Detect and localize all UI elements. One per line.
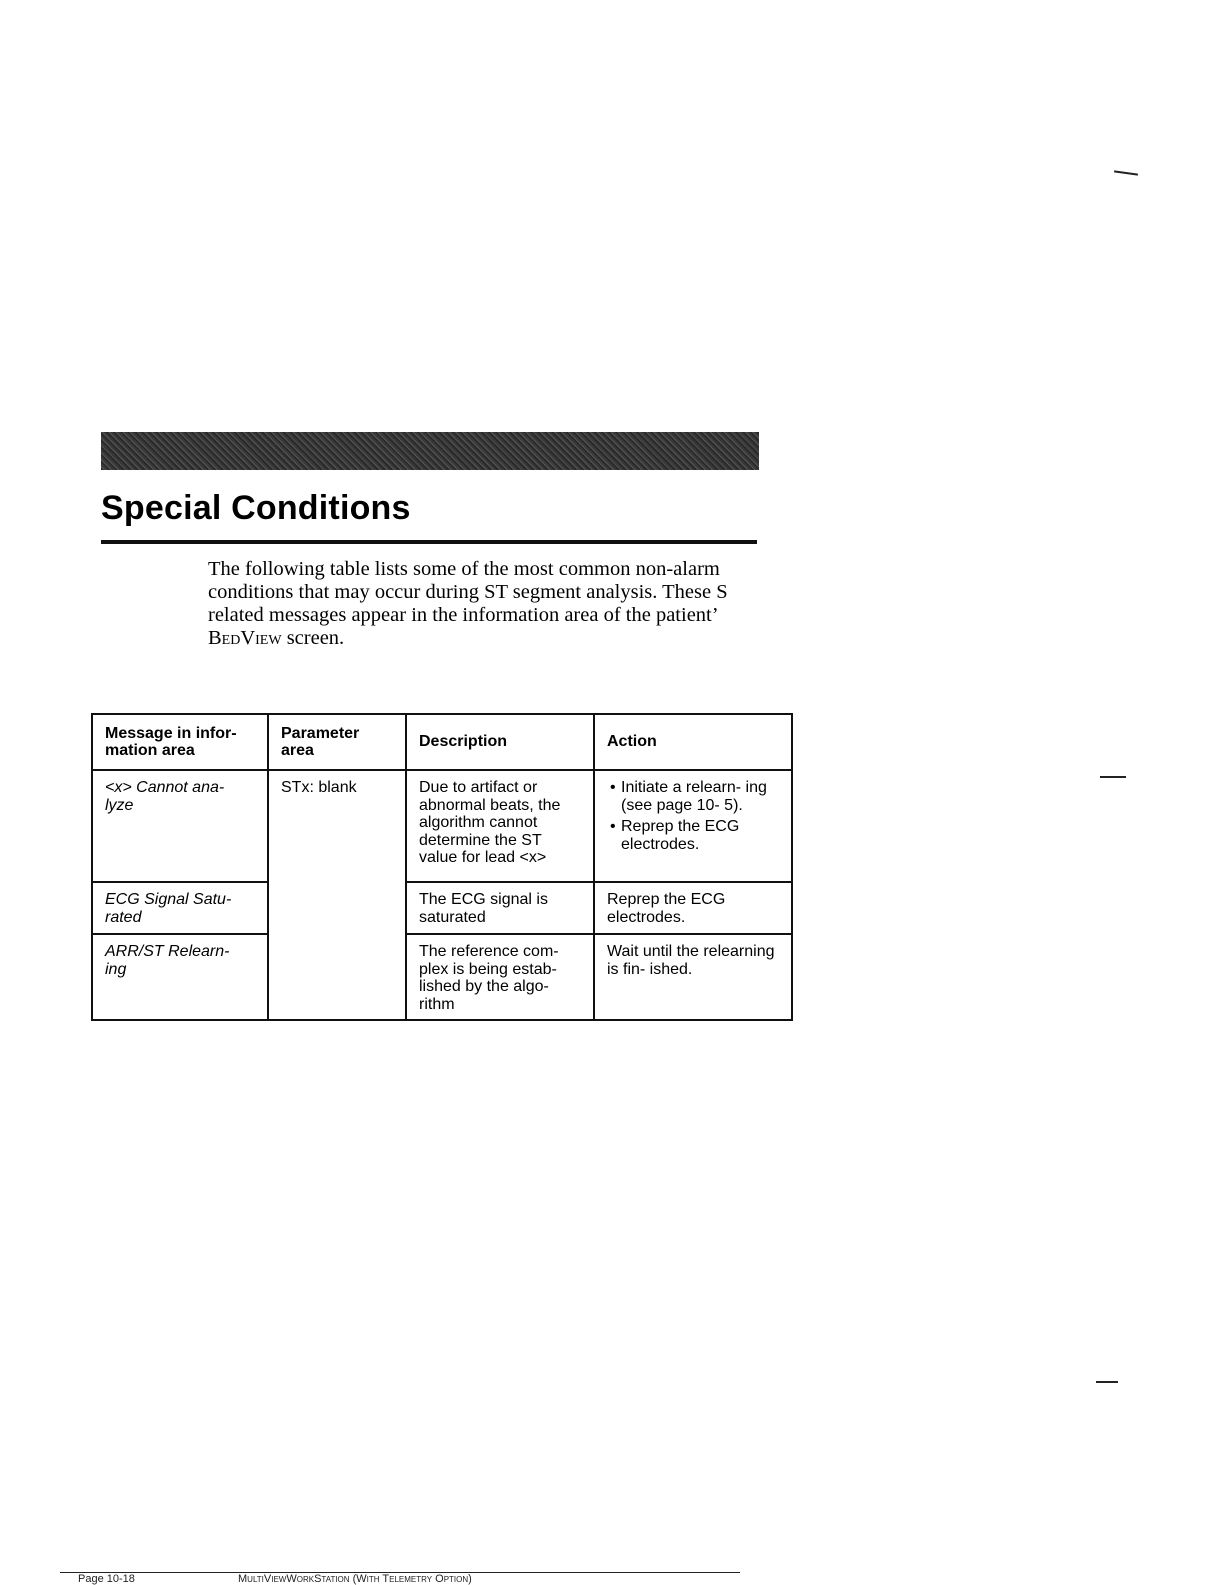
margin-punch-mark: [1114, 170, 1138, 175]
row2-message: ECG Signal Satu- rated: [92, 882, 268, 934]
row1-description: Due to artifact or abnormal beats, the algorithm cannot determine the ST value for lead <x>: [406, 770, 594, 882]
footer-manual-title: MultiViewWorkStation (With Telemetry Option): [238, 1573, 472, 1585]
section-title: Special Conditions: [101, 489, 411, 527]
row3-action: Wait until the relearning is fin- ished.: [594, 934, 792, 1020]
intro-line-2: conditions that may occur during ST segment analysis. These S: [208, 581, 728, 603]
list-item: • Reprep the ECG electrodes.: [607, 818, 779, 853]
row1-action-list: [607, 779, 779, 853]
section-header-bar: [101, 432, 759, 470]
header-parameter: Parameter area: [268, 714, 406, 770]
row3-description: The reference com- plex is being estab- lished by the algo- rithm: [406, 934, 594, 1020]
intro-line-3: related messages appear in the information area of the patient’: [208, 604, 719, 626]
margin-punch-mark: [1096, 1381, 1118, 1383]
title-rule: [101, 540, 757, 544]
header-action: Action: [594, 714, 792, 770]
table-row: [92, 934, 792, 1020]
row1-parameter: STx: blank: [268, 770, 406, 1020]
table-row: [92, 770, 792, 882]
row2-action: Reprep the ECG electrodes.: [594, 882, 792, 934]
footer-page-number: Page 10-18: [78, 1573, 135, 1585]
table-header-row: [92, 714, 792, 770]
header-message: Message in infor- mation area: [92, 714, 268, 770]
special-conditions-table-wrapper: [91, 713, 775, 1038]
intro-paragraph: [208, 558, 758, 650]
intro-line-4: [208, 627, 758, 650]
row3-message: ARR/ST Relearn- ing: [92, 934, 268, 1020]
row2-description: The ECG signal is saturated: [406, 882, 594, 934]
special-conditions-table: [91, 713, 793, 1021]
table-row: [92, 882, 792, 934]
intro-line-4-rest: screen.: [281, 627, 345, 649]
margin-punch-mark: [1100, 776, 1126, 778]
list-item: • Initiate a relearn- ing (see page 10- 5).: [607, 779, 779, 814]
row1-action: [594, 770, 792, 882]
header-description: Description: [406, 714, 594, 770]
intro-line-1: The following table lists some of the most common non-alarm: [208, 558, 720, 580]
bedview-term: BedView: [208, 627, 282, 649]
row1-message: <x> Cannot ana- lyze: [92, 770, 268, 882]
